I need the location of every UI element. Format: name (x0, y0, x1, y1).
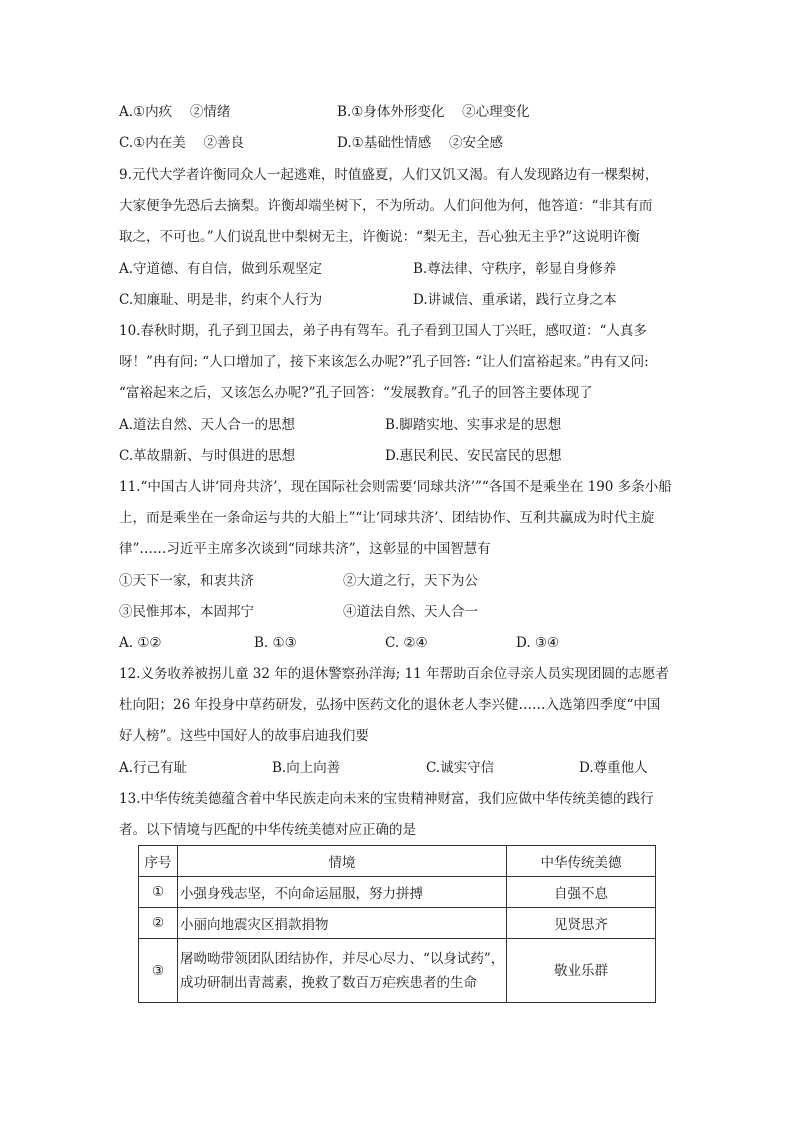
q10-option-c: C.革故鼎新、与时俱进的思想 (119, 448, 296, 464)
q11-statement-1: ①天下一家，和衷共济 (119, 573, 254, 589)
q9-option-a: A.守道德、有自信，做到乐观坚定 (119, 261, 323, 277)
row-scene: 小强身残志坚，不向命运屈服，努力拼搏 (178, 877, 507, 908)
q8-option-a: A.①内疚 ②情绪 (119, 104, 231, 120)
q8-option-d: D.①基础性情感 ②安全感 (337, 135, 504, 151)
q12-stem-line-3: 好人榜”。这些中国好人的故事启迪我们要 (119, 728, 369, 744)
q13-table (138, 845, 656, 1003)
q11-option-c: C. ②④ (385, 635, 428, 651)
row-virtue: 自强不息 (507, 877, 656, 908)
q11-stem-line-3: 律”……习近平主席多次谈到“同球共济”，这彰显的中国智慧有 (119, 541, 491, 557)
q11-option-b: B. ①③ (254, 635, 297, 651)
q12-option-b: B.向上向善 (272, 760, 341, 776)
row-number: ② (139, 908, 178, 939)
q13-stem-line-2: 者。以下情境与匹配的中华传统美德对应正确的是 (119, 822, 416, 838)
row-scene-line-1: 屠呦呦带领团队团结协作，并尽心尽力、“以身试药”， (180, 950, 505, 967)
table-header-virtue: 中华传统美德 (507, 846, 656, 877)
row-number: ③ (139, 939, 178, 1003)
q8-option-c: C.①内在美 ②善良 (119, 135, 245, 151)
q9-stem-line-2: 大家便争先恐后去摘梨。许衡却端坐树下，不为所动。人们问他为何，他答道：“非其有而 (119, 198, 653, 214)
q10-stem-line-1: 10.春秋时期，孔子到卫国去，弟子冉有驾车。孔子看到卫国人丁兴旺，感叹道：“人真多 (119, 323, 647, 339)
q12-stem-line-2: 杜向阳；26 年投身中草药研发，弘扬中医药文化的退休老人李兴健……入选第四季度“中国 (119, 697, 661, 713)
q11-statement-4: ④道法自然、天人合一 (343, 604, 478, 620)
row-virtue: 敬业乐群 (507, 939, 656, 1003)
table-header-scene: 情境 (178, 846, 507, 877)
q12-stem-line-1: 12.义务收养被拐儿童 32 年的退休警察孙洋海; 11 年帮助百余位寻亲人员实现团圆的志愿者 (119, 666, 670, 682)
q10-option-d: D.惠民利民、安民富民的思想 (385, 448, 562, 464)
row-scene: 小丽向地震灾区捐款捐物 (178, 908, 507, 939)
q9-option-b: B.尊法律、守秩序，彰显自身修养 (413, 261, 617, 277)
q13-stem-line-1: 13.中华传统美德蕴含着中华民族走向未来的宝贵精神财富，我们应做中华传统美德的践行 (119, 791, 654, 807)
q11-statement-3: ③民惟邦本，本固邦宁 (119, 604, 254, 620)
q10-option-a: A.道法自然、天人合一的思想 (119, 417, 296, 433)
row-number: ① (139, 877, 178, 908)
q12-option-c: C.诚实守信 (426, 760, 495, 776)
q12-option-a: A.行己有耻 (119, 760, 188, 776)
q10-option-b: B.脚踏实地、实事求是的思想 (385, 417, 562, 433)
q11-option-a: A. ①② (119, 635, 162, 651)
table-header-row (139, 846, 656, 877)
q10-stem-line-2: 呀！”冉有问: “人口增加了，接下来该怎么办呢?”孔子回答: “让人们富裕起来。”冉有又问: (119, 354, 649, 370)
table-row (139, 939, 656, 1003)
table-header-number: 序号 (139, 846, 178, 877)
q9-option-c: C.知廉耻、明是非，约束个人行为 (119, 292, 323, 308)
table-row (139, 908, 656, 939)
row-virtue: 见贤思齐 (507, 908, 656, 939)
q9-stem-line-3: 取之，不可也。”人们说乱世中梨树无主，许衡说：“梨无主，吾心独无主乎?”这说明许衡 (119, 229, 640, 245)
q11-statement-2: ②大道之行，天下为公 (343, 573, 478, 589)
q9-option-d: D.讲诚信、重承诺，践行立身之本 (413, 292, 617, 308)
q11-stem-line-1: 11.“中国古人讲‘同舟共济’，现在国际社会则需要‘同球共济’”“各国不是乘坐在 190 多条小船 (119, 479, 672, 495)
q8-option-b: B.①身体外形变化 ②心理变化 (337, 104, 530, 120)
row-scene-multiline (178, 939, 507, 1003)
q10-stem-line-3: “富裕起来之后，又该怎么办呢?”孔子回答：“发展教育。”孔子的回答主要体现了 (119, 385, 593, 401)
q11-option-d: D. ③④ (516, 635, 560, 651)
table-row (139, 877, 656, 908)
q11-stem-line-2: 上，而是乘坐在一条命运与共的大船上”“让‘同球共济’、团结协作、互利共赢成为时代主旋 (119, 510, 655, 526)
q9-stem-line-1: 9.元代大学者许衡同众人一起逃难，时值盛夏，人们又饥又渴。有人发现路边有一棵梨树， (119, 167, 659, 183)
row-scene-line-2: 成功研制出青蒿素，挽救了数百万疟疾患者的生命 (180, 974, 477, 991)
q12-option-d: D.尊重他人 (579, 760, 648, 776)
